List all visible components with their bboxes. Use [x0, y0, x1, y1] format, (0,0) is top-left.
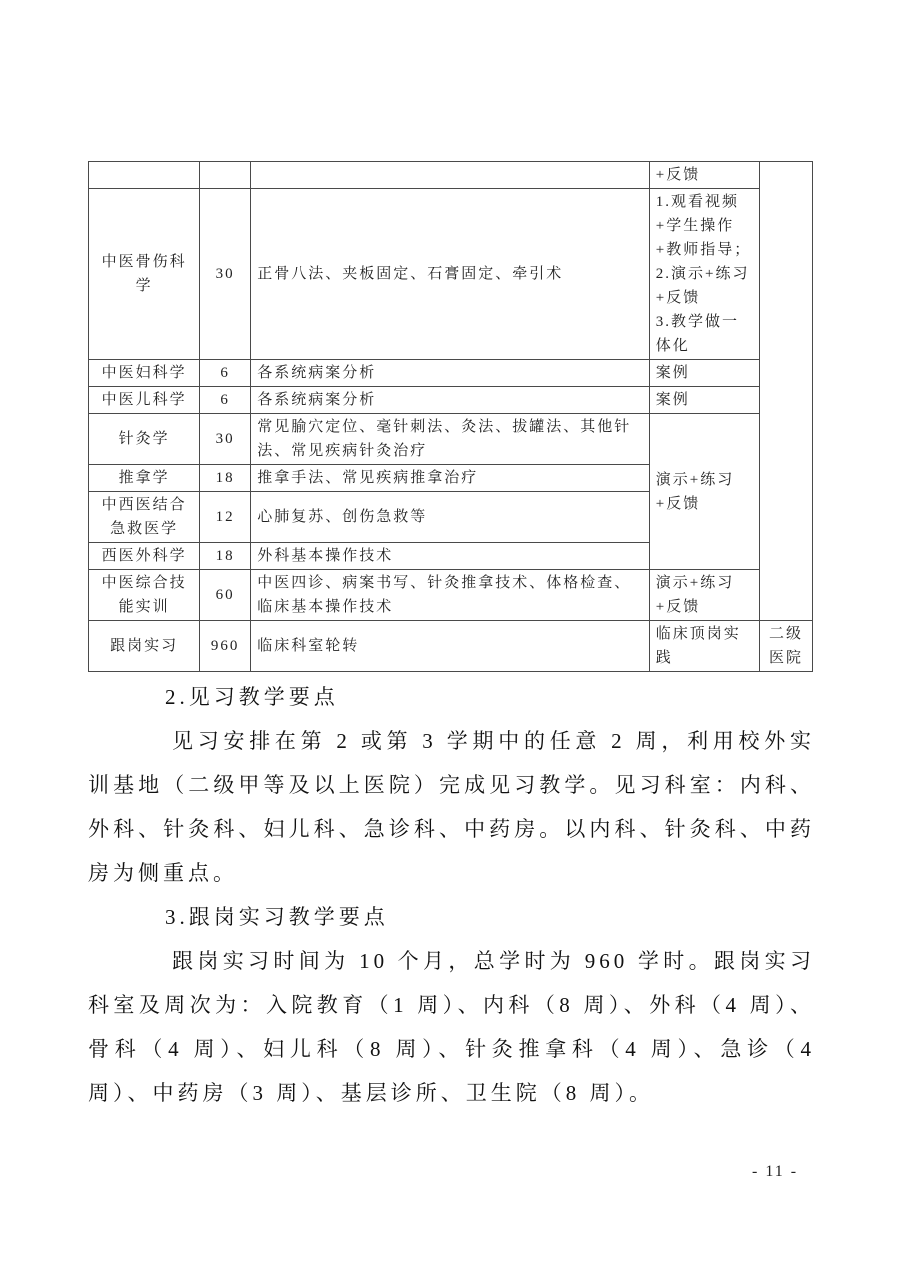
place-cell-merged [759, 162, 812, 621]
content-cell: 推拿手法、常见疾病推拿治疗 [251, 465, 650, 492]
method-cell: 案例 [649, 387, 759, 414]
method-cell [649, 189, 759, 360]
course-cell: 中医综合技能实训 [89, 570, 200, 621]
course-cell: 西医外科学 [89, 543, 200, 570]
method-cell: 临床顶岗实践 [649, 621, 759, 672]
content-cell: 正骨八法、夹板固定、石膏固定、牵引术 [251, 189, 650, 360]
content-cell: 常见腧穴定位、毫针刺法、灸法、拔罐法、其他针法、常见疾病针灸治疗 [251, 414, 650, 465]
curriculum-table [88, 161, 813, 672]
hours-cell: 12 [200, 492, 251, 543]
course-cell: 跟岗实习 [89, 621, 200, 672]
table-row [89, 621, 813, 672]
table-row [89, 360, 813, 387]
method-cell: +反馈 [649, 162, 759, 189]
place-cell: 二级医院 [759, 621, 812, 672]
content-cell: 中医四诊、病案书写、针灸推拿技术、体格检查、临床基本操作技术 [251, 570, 650, 621]
course-cell: 中医儿科学 [89, 387, 200, 414]
content-cell: 各系统病案分析 [251, 360, 650, 387]
hours-cell: 30 [200, 414, 251, 465]
method-text-part2: 3.教学做一体化 [655, 314, 740, 354]
hours-cell [200, 162, 251, 189]
method-cell-merged: 演示+练习+反馈 [649, 414, 759, 570]
table-row [89, 189, 813, 360]
course-cell: 中医妇科学 [89, 360, 200, 387]
hours-cell: 60 [200, 570, 251, 621]
section-heading-3: 3.跟岗实习教学要点 [165, 905, 389, 929]
course-cell: 推拿学 [89, 465, 200, 492]
hours-cell: 30 [200, 189, 251, 360]
body-text [88, 675, 815, 1115]
method-cell: 案例 [649, 360, 759, 387]
page-number: - 11 - [752, 1163, 799, 1180]
hours-cell: 6 [200, 360, 251, 387]
table-row [89, 387, 813, 414]
hours-cell: 6 [200, 387, 251, 414]
content-cell [251, 162, 650, 189]
method-cell: 演示+练习+反馈 [649, 570, 759, 621]
page-content [88, 161, 815, 1115]
section-paragraph-3: 跟岗实习时间为 10 个月，总学时为 960 学时。跟岗实习科室及周次为：入院教育（1 周）、内科（8 周）、外科（4 周）、骨科（4 周）、妇儿科（8 周）、针灸推拿科（4 周）、急诊（4 周）、中药房（3 周）、基层诊所、卫生院（8 周）。 [88, 949, 815, 1105]
content-cell: 临床科室轮转 [251, 621, 650, 672]
course-cell: 中西医结合急救医学 [89, 492, 200, 543]
hours-cell: 960 [200, 621, 251, 672]
table-row [89, 162, 813, 189]
content-cell: 外科基本操作技术 [251, 543, 650, 570]
hours-cell: 18 [200, 465, 251, 492]
course-cell [89, 162, 200, 189]
content-cell: 心肺复苏、创伤急救等 [251, 492, 650, 543]
hours-cell: 18 [200, 543, 251, 570]
table-row [89, 570, 813, 621]
section-heading-2: 2.见习教学要点 [165, 685, 339, 709]
course-cell: 中医骨伤科学 [89, 189, 200, 360]
section-paragraph-2: 见习安排在第 2 或第 3 学期中的任意 2 周，利用校外实训基地（二级甲等及以上医院）完成见习教学。见习科室：内科、外科、针灸科、妇儿科、急诊科、中药房。以内科、针灸科、中药房为侧重点。 [88, 729, 815, 885]
table-row [89, 414, 813, 465]
content-cell: 各系统病案分析 [251, 387, 650, 414]
method-text-part1: 1.观看视频+学生操作+教师指导；2.演示+练习+反馈 [655, 194, 752, 306]
course-cell: 针灸学 [89, 414, 200, 465]
